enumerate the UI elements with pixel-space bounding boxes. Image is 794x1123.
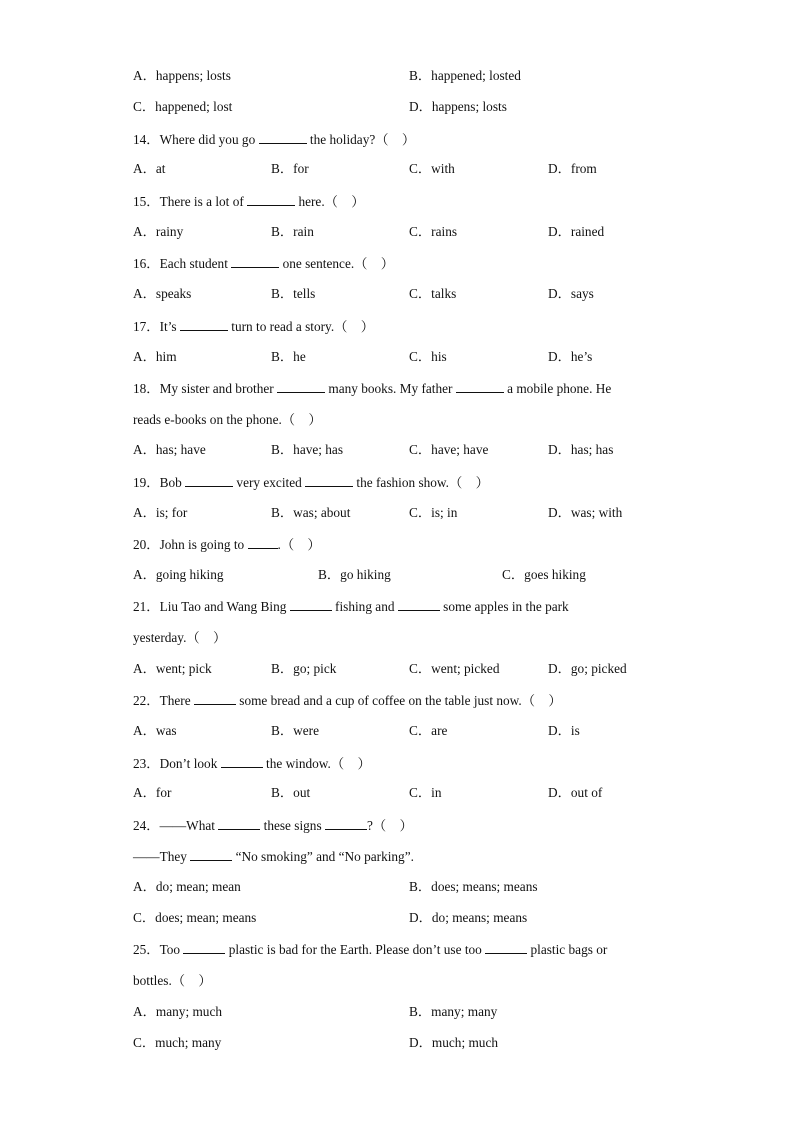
q17-stem <box>133 316 374 336</box>
q15-stem <box>133 191 365 211</box>
q24-option-b[interactable]: B．does; means; means <box>409 879 538 894</box>
q14-text-after: the holiday?（ ） <box>309 132 416 147</box>
q13-option-c[interactable]: C．happened; lost <box>133 99 233 114</box>
q13-option-b[interactable]: B．happened; losted <box>409 68 521 83</box>
q17-option-a[interactable]: A．him <box>133 349 177 364</box>
q20-stem <box>133 534 321 554</box>
q22-blank <box>194 690 236 705</box>
q14-stem <box>133 129 415 149</box>
q21-text-middle: fishing and <box>335 599 395 614</box>
q20-option-c[interactable]: C．goes hiking <box>502 567 586 582</box>
q17-option-d[interactable]: D．he’s <box>548 349 593 364</box>
q19-option-b[interactable]: B．was; about <box>271 505 351 520</box>
q18-text-before: 18．My sister and brother <box>133 381 274 396</box>
q23-text-after: the window.（ ） <box>266 756 371 771</box>
q23-option-a[interactable]: A．for <box>133 785 172 800</box>
q15-text-before: 15．There is a lot of <box>133 194 244 209</box>
q22-text-after: some bread and a cup of coffee on the table just now.（ ） <box>239 693 562 708</box>
q19-text-before: 19．Bob <box>133 475 182 490</box>
q24-option-d[interactable]: D．do; means; means <box>409 910 528 925</box>
q24-line2-before: ——They <box>133 849 187 864</box>
q25-blank-1 <box>183 939 225 954</box>
q16-option-a[interactable]: A．speaks <box>133 286 192 301</box>
q18-stem <box>133 378 611 398</box>
q24-option-a[interactable]: A．do; mean; mean <box>133 879 241 894</box>
q25-blank-2 <box>485 939 527 954</box>
q16-blank <box>231 253 279 268</box>
q18-text-after: a mobile phone. He <box>507 381 612 396</box>
q24-text-middle: these signs <box>263 818 322 833</box>
q15-text-after: here.（ ） <box>298 194 365 209</box>
q16-option-d[interactable]: D．says <box>548 286 594 301</box>
q16-text-before: 16．Each student <box>133 256 228 271</box>
q15-option-b[interactable]: B．rain <box>271 224 314 239</box>
q23-text-before: 23．Don’t look <box>133 756 218 771</box>
q21-option-d[interactable]: D．go; picked <box>548 661 627 676</box>
q14-text-before: 14．Where did you go <box>133 132 256 147</box>
q24-option-c[interactable]: C．does; mean; means <box>133 910 257 925</box>
q14-option-b[interactable]: B．for <box>271 161 309 176</box>
q24-blank-1 <box>218 815 260 830</box>
q17-text-after: turn to read a story.（ ） <box>231 319 375 334</box>
q25-text-middle: plastic is bad for the Earth. Please don’t use too <box>228 942 482 957</box>
q13-option-a[interactable]: A．happens; losts <box>133 68 231 83</box>
q22-option-a[interactable]: A．was <box>133 723 177 738</box>
q18-stem-line2: reads e-books on the phone.（ ） <box>133 412 322 427</box>
q15-option-a[interactable]: A．rainy <box>133 224 184 239</box>
q25-option-b[interactable]: B．many; many <box>409 1004 498 1019</box>
q22-text-before: 22．There <box>133 693 191 708</box>
q16-option-c[interactable]: C．talks <box>409 286 457 301</box>
q17-text-before: 17．It’s <box>133 319 177 334</box>
q21-option-b[interactable]: B．go; pick <box>271 661 337 676</box>
q20-blank <box>248 534 278 549</box>
q25-text-after: plastic bags or <box>530 942 608 957</box>
q16-text-after: one sentence.（ ） <box>282 256 395 271</box>
q22-option-c[interactable]: C．are <box>409 723 448 738</box>
q21-blank-1 <box>290 596 332 611</box>
q20-option-a[interactable]: A．going hiking <box>133 567 224 582</box>
q23-blank <box>221 753 263 768</box>
q25-stem-line2: bottles.（ ） <box>133 973 212 988</box>
q18-text-middle: many books. My father <box>328 381 453 396</box>
q20-text-before: 20．John is going to <box>133 537 245 552</box>
q17-blank <box>180 316 228 331</box>
q18-option-b[interactable]: B．have; has <box>271 442 344 457</box>
q15-option-c[interactable]: C．rains <box>409 224 458 239</box>
q25-stem <box>133 939 607 959</box>
q25-option-d[interactable]: D．much; much <box>409 1035 499 1050</box>
q23-option-b[interactable]: B．out <box>271 785 311 800</box>
q24-stem-line2 <box>133 846 414 866</box>
q18-blank-2 <box>456 378 504 393</box>
q20-option-b[interactable]: B．go hiking <box>318 567 391 582</box>
q13-option-d[interactable]: D．happens; losts <box>409 99 507 114</box>
q23-option-d[interactable]: D．out of <box>548 785 603 800</box>
q19-text-after: the fashion show.（ ） <box>356 475 489 490</box>
q19-option-c[interactable]: C．is; in <box>409 505 458 520</box>
q18-option-d[interactable]: D．has; has <box>548 442 614 457</box>
q24-line2-after: “No smoking” and “No parking”. <box>235 849 414 864</box>
q24-text-before: 24．——What <box>133 818 215 833</box>
q20-text-after: .（ ） <box>277 537 321 552</box>
q24-text-after: ?（ ） <box>366 818 413 833</box>
q14-option-a[interactable]: A．at <box>133 161 166 176</box>
q24-stem <box>133 815 413 835</box>
q19-option-a[interactable]: A．is; for <box>133 505 188 520</box>
q14-option-d[interactable]: D．from <box>548 161 597 176</box>
q16-stem <box>133 253 394 273</box>
q19-blank-2 <box>305 472 353 487</box>
q21-option-a[interactable]: A．went; pick <box>133 661 212 676</box>
q24-blank-2 <box>325 815 367 830</box>
q19-text-middle: very excited <box>236 475 302 490</box>
q22-stem <box>133 690 562 710</box>
q15-blank <box>247 191 295 206</box>
q25-option-c[interactable]: C．much; many <box>133 1035 222 1050</box>
q16-option-b[interactable]: B．tells <box>271 286 316 301</box>
q18-option-a[interactable]: A．has; have <box>133 442 206 457</box>
q25-text-before: 25．Too <box>133 942 181 957</box>
q15-option-d[interactable]: D．rained <box>548 224 605 239</box>
q25-option-a[interactable]: A．many; much <box>133 1004 223 1019</box>
q23-option-c[interactable]: C．in <box>409 785 442 800</box>
q21-stem-line2: yesterday.（ ） <box>133 630 227 645</box>
q14-blank <box>259 129 307 144</box>
q24-blank-3 <box>190 846 232 861</box>
q14-option-c[interactable]: C．with <box>409 161 455 176</box>
q21-text-after: some apples in the park <box>443 599 569 614</box>
q22-option-b[interactable]: B．were <box>271 723 319 738</box>
q19-option-d[interactable]: D．was; with <box>548 505 623 520</box>
q18-option-c[interactable]: C．have; have <box>409 442 489 457</box>
q21-option-c[interactable]: C．went; picked <box>409 661 500 676</box>
q19-stem <box>133 472 489 492</box>
q19-blank-1 <box>185 472 233 487</box>
q23-stem <box>133 753 371 773</box>
q22-option-d[interactable]: D．is <box>548 723 580 738</box>
q17-option-b[interactable]: B．he <box>271 349 306 364</box>
q18-blank-1 <box>277 378 325 393</box>
q21-stem <box>133 596 569 616</box>
q21-text-before: 21．Liu Tao and Wang Bing <box>133 599 287 614</box>
q17-option-c[interactable]: C．his <box>409 349 447 364</box>
q21-blank-2 <box>398 596 440 611</box>
